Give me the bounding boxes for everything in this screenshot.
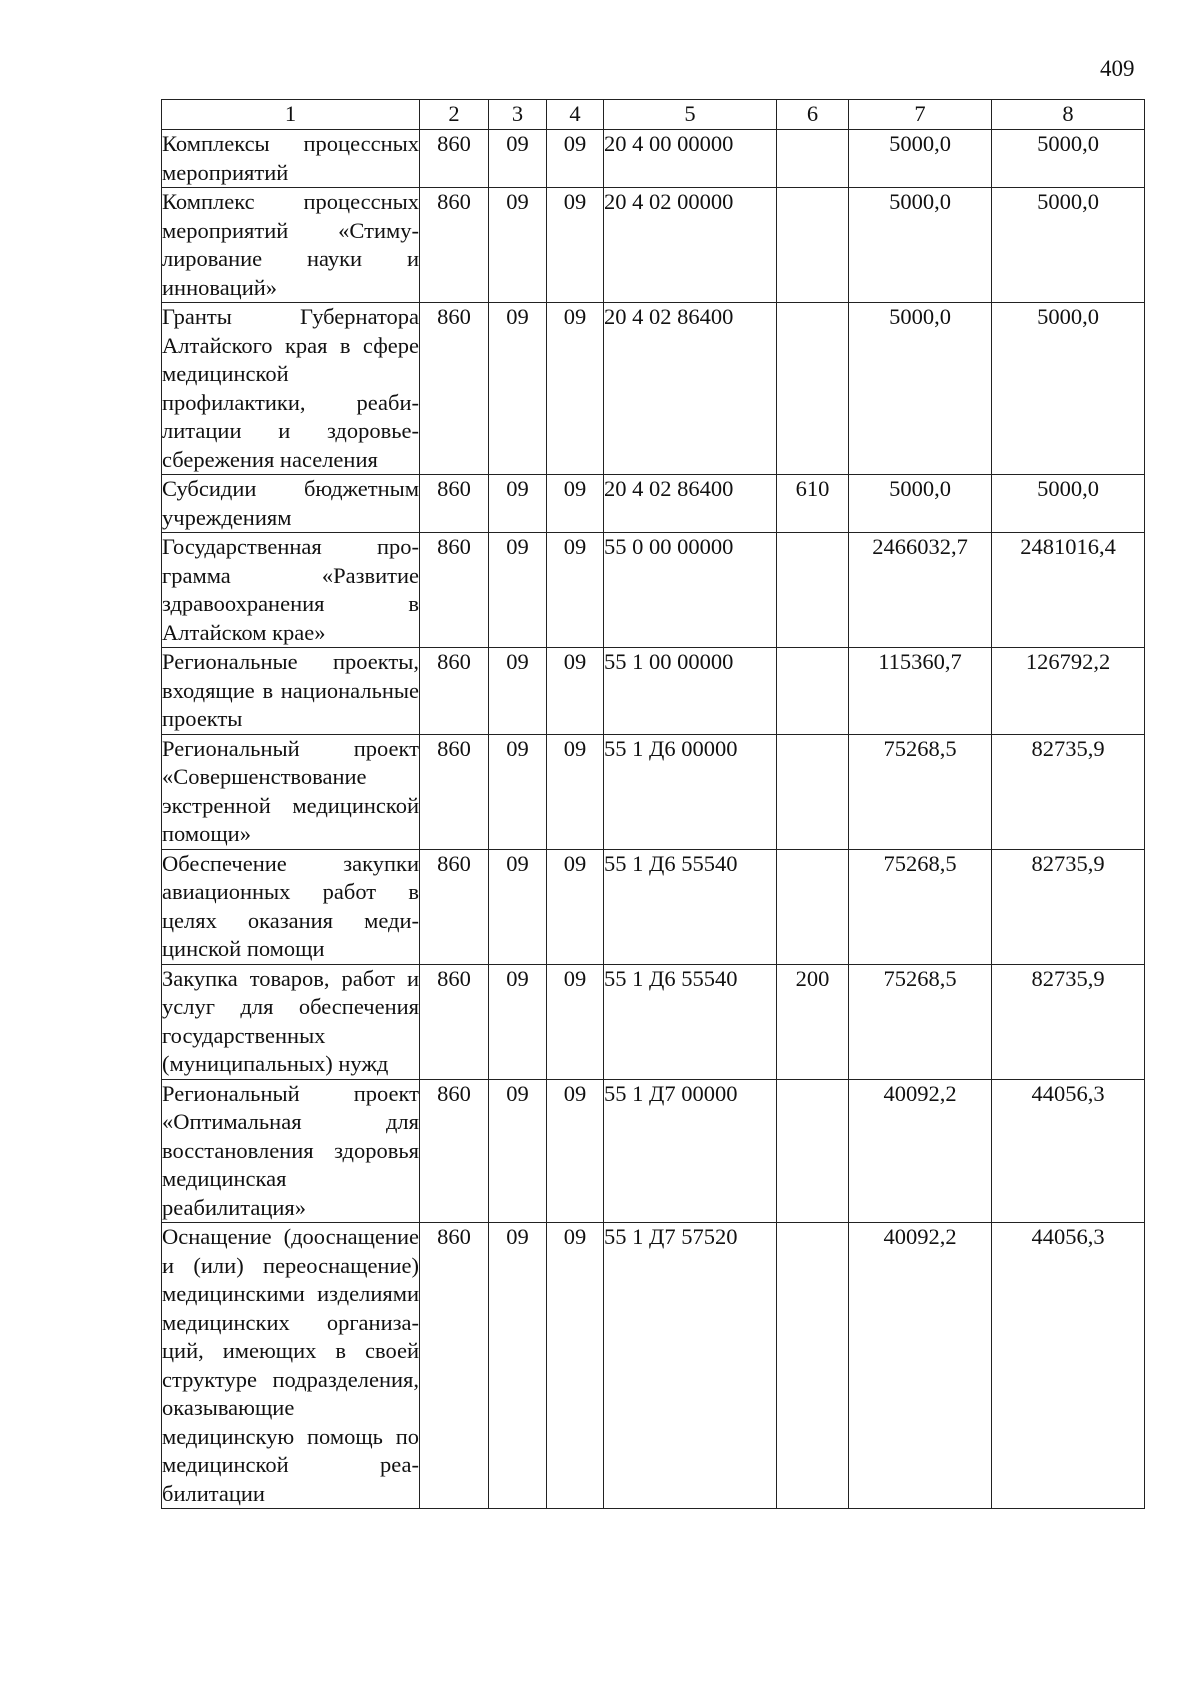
row-name: Субсидии бюджетным учреждениям xyxy=(162,475,420,533)
amount-year1: 115360,7 xyxy=(849,648,992,735)
ministry-code: 860 xyxy=(420,849,489,964)
target-item-code: 55 1 Д6 55540 xyxy=(604,964,777,1079)
table-row xyxy=(162,188,1145,303)
target-item-code: 55 1 00 00000 xyxy=(604,648,777,735)
target-item-code: 55 1 Д7 57520 xyxy=(604,1223,777,1509)
section-code: 09 xyxy=(489,188,547,303)
expense-type-code xyxy=(777,188,849,303)
ministry-code: 860 xyxy=(420,1223,489,1509)
expense-type-code: 610 xyxy=(777,475,849,533)
ministry-code: 860 xyxy=(420,475,489,533)
target-item-code: 55 1 Д6 55540 xyxy=(604,849,777,964)
row-name: Закупка товаров, работ и услуг для обеспечения государственных (муниципальных) нужд xyxy=(162,964,420,1079)
table-row xyxy=(162,130,1145,188)
subsection-code: 09 xyxy=(547,188,604,303)
amount-year1: 75268,5 xyxy=(849,849,992,964)
ministry-code: 860 xyxy=(420,734,489,849)
amount-year2: 44056,3 xyxy=(992,1079,1145,1223)
ministry-code: 860 xyxy=(420,533,489,648)
amount-year2: 5000,0 xyxy=(992,303,1145,475)
table-row xyxy=(162,964,1145,1079)
column-header-5: 5 xyxy=(604,100,777,130)
amount-year1: 40092,2 xyxy=(849,1223,992,1509)
subsection-code: 09 xyxy=(547,303,604,475)
row-name: Комплексы процессных мероприятий xyxy=(162,130,420,188)
amount-year2: 5000,0 xyxy=(992,475,1145,533)
row-name: Оснащение (дооснащение и (или) переоснащение) медицинскими изделиями медицинских организаций, имеющих в своей структуре подразделения, оказывающие медицинскую помощь по медицинской реабилитации xyxy=(162,1223,420,1509)
amount-year1: 5000,0 xyxy=(849,188,992,303)
expense-type-code xyxy=(777,648,849,735)
row-name: Комплекс процессных мероприятий «Стимулирование науки и инноваций» xyxy=(162,188,420,303)
table-row xyxy=(162,648,1145,735)
section-code: 09 xyxy=(489,475,547,533)
ministry-code: 860 xyxy=(420,1079,489,1223)
section-code: 09 xyxy=(489,849,547,964)
section-code: 09 xyxy=(489,648,547,735)
row-name: Государственная программа «Развитие здравоохранения в Алтайском крае» xyxy=(162,533,420,648)
ministry-code: 860 xyxy=(420,130,489,188)
table-row xyxy=(162,1223,1145,1509)
subsection-code: 09 xyxy=(547,130,604,188)
row-name: Региональные проекты, входящие в национальные проекты xyxy=(162,648,420,735)
ministry-code: 860 xyxy=(420,188,489,303)
amount-year1: 75268,5 xyxy=(849,734,992,849)
column-header-3: 3 xyxy=(489,100,547,130)
subsection-code: 09 xyxy=(547,648,604,735)
target-item-code: 20 4 02 86400 xyxy=(604,475,777,533)
table-row xyxy=(162,734,1145,849)
expense-type-code xyxy=(777,1079,849,1223)
section-code: 09 xyxy=(489,303,547,475)
column-header-8: 8 xyxy=(992,100,1145,130)
amount-year1: 5000,0 xyxy=(849,303,992,475)
expense-type-code xyxy=(777,849,849,964)
page-number: 409 xyxy=(1100,56,1135,81)
subsection-code: 09 xyxy=(547,849,604,964)
subsection-code: 09 xyxy=(547,734,604,849)
column-header-7: 7 xyxy=(849,100,992,130)
column-header-6: 6 xyxy=(777,100,849,130)
column-header-2: 2 xyxy=(420,100,489,130)
amount-year2: 82735,9 xyxy=(992,734,1145,849)
ministry-code: 860 xyxy=(420,303,489,475)
expense-type-code xyxy=(777,130,849,188)
target-item-code: 20 4 02 00000 xyxy=(604,188,777,303)
row-name: Региональный проект «Оптимальная для восстановления здоровья медицинская реабилитация» xyxy=(162,1079,420,1223)
table-row xyxy=(162,475,1145,533)
amount-year2: 82735,9 xyxy=(992,849,1145,964)
table-row xyxy=(162,1079,1145,1223)
target-item-code: 55 1 Д6 00000 xyxy=(604,734,777,849)
column-number-row xyxy=(162,100,1145,130)
target-item-code: 20 4 00 00000 xyxy=(604,130,777,188)
expense-type-code xyxy=(777,734,849,849)
target-item-code: 55 1 Д7 00000 xyxy=(604,1079,777,1223)
section-code: 09 xyxy=(489,1079,547,1223)
amount-year2: 5000,0 xyxy=(992,188,1145,303)
row-name: Гранты Губернатора Алтайского края в сфере медицинской профилактики, реабилитации и здоровьесбережения населения xyxy=(162,303,420,475)
section-code: 09 xyxy=(489,734,547,849)
ministry-code: 860 xyxy=(420,964,489,1079)
section-code: 09 xyxy=(489,130,547,188)
amount-year2: 82735,9 xyxy=(992,964,1145,1079)
section-code: 09 xyxy=(489,1223,547,1509)
target-item-code: 55 0 00 00000 xyxy=(604,533,777,648)
table-row xyxy=(162,303,1145,475)
table-row xyxy=(162,533,1145,648)
expense-type-code xyxy=(777,303,849,475)
subsection-code: 09 xyxy=(547,1079,604,1223)
subsection-code: 09 xyxy=(547,533,604,648)
expense-type-code: 200 xyxy=(777,964,849,1079)
subsection-code: 09 xyxy=(547,475,604,533)
column-header-1: 1 xyxy=(162,100,420,130)
table-row xyxy=(162,849,1145,964)
budget-table xyxy=(161,99,1145,1509)
amount-year1: 5000,0 xyxy=(849,130,992,188)
target-item-code: 20 4 02 86400 xyxy=(604,303,777,475)
amount-year2: 126792,2 xyxy=(992,648,1145,735)
amount-year2: 2481016,4 xyxy=(992,533,1145,648)
section-code: 09 xyxy=(489,533,547,648)
column-header-4: 4 xyxy=(547,100,604,130)
amount-year2: 5000,0 xyxy=(992,130,1145,188)
amount-year1: 40092,2 xyxy=(849,1079,992,1223)
subsection-code: 09 xyxy=(547,964,604,1079)
row-name: Региональный проект «Совершенствование экстренной медицинской помощи» xyxy=(162,734,420,849)
ministry-code: 860 xyxy=(420,648,489,735)
amount-year1: 5000,0 xyxy=(849,475,992,533)
amount-year1: 75268,5 xyxy=(849,964,992,1079)
expense-type-code xyxy=(777,533,849,648)
amount-year1: 2466032,7 xyxy=(849,533,992,648)
section-code: 09 xyxy=(489,964,547,1079)
row-name: Обеспечение закупки авиационных работ в целях оказания медицинской помощи xyxy=(162,849,420,964)
amount-year2: 44056,3 xyxy=(992,1223,1145,1509)
expense-type-code xyxy=(777,1223,849,1509)
subsection-code: 09 xyxy=(547,1223,604,1509)
